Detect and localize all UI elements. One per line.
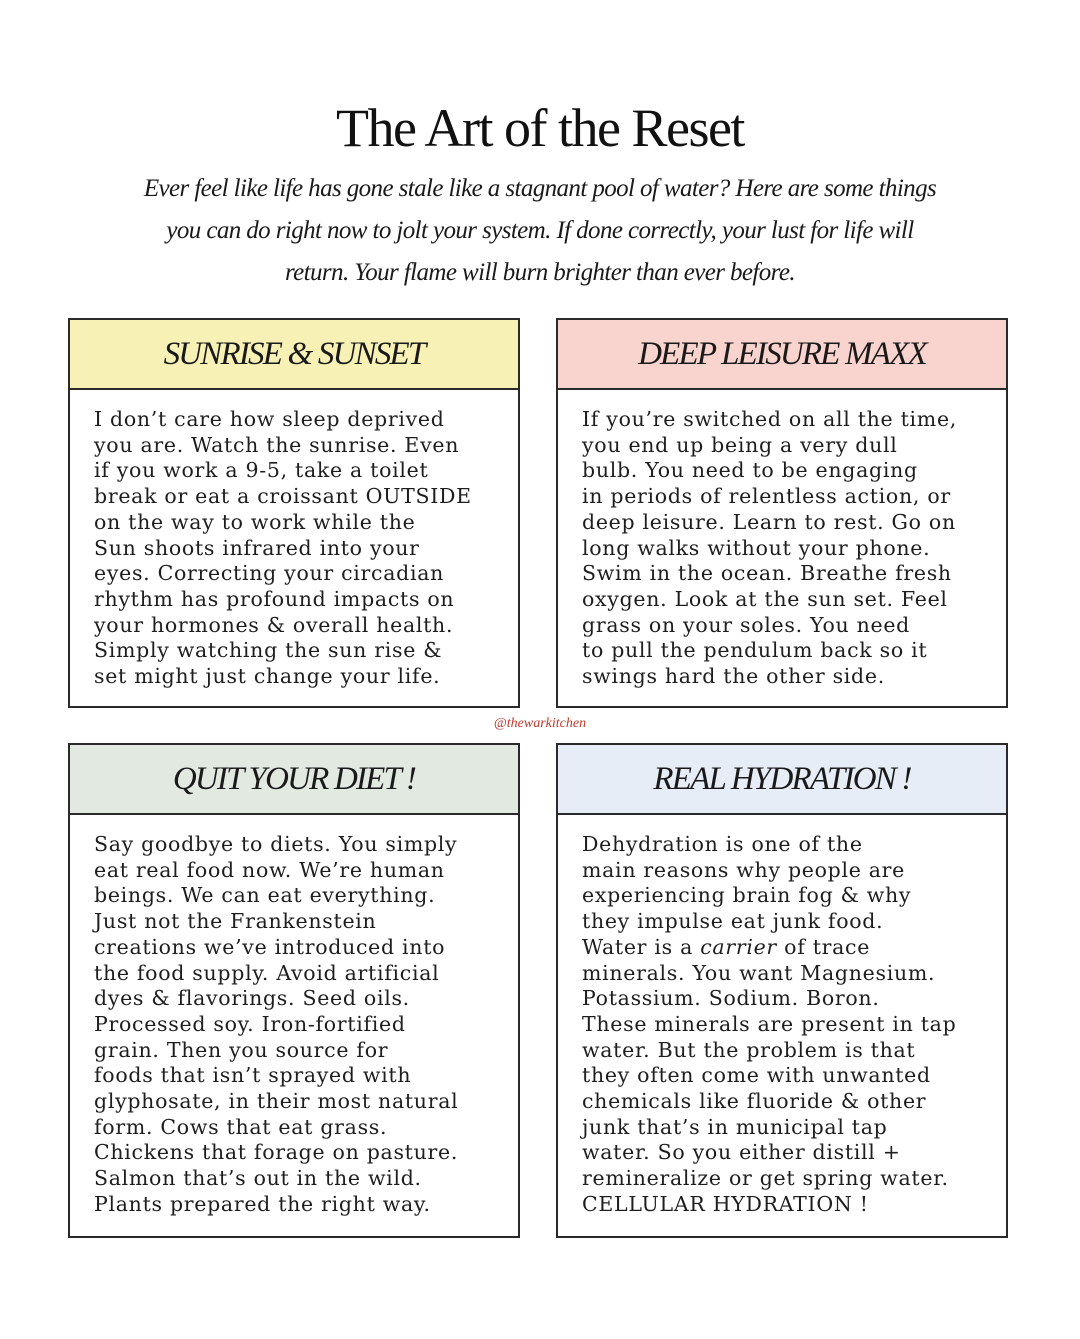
page-title: The Art of the Reset xyxy=(336,98,744,158)
card-real-hydration xyxy=(556,743,1008,1238)
card-body: Say goodbye to diets. You simply eat real food now. We’re human beings. We can eat everything. Just not the Frankenstein creations we’ve introduced into the food supply. Avoid artificial dyes & flavorings. Seed oils. Processed soy. Iron-fortified grain. Then you source for foods that isn’t sprayed with glyphosate, in their most natural form. Cows that eat grass. Chickens that forage on pasture. Salmon that’s out in the wild. Plants prepared the right way. xyxy=(94,832,459,1216)
card-body: If you’re switched on all the time, you end up being a very dull bulb. You need to be engaging in periods of relentless action, or deep leisure. Learn to rest. Go on long walks without your phone. Swim in the ocean. Breathe fresh oxygen. Look at the sun set. Feel grass on your soles. You need to pull the pendulum back so it swings hard the other side. xyxy=(582,407,957,689)
intro-paragraph: Ever feel like life has gone stale like a stagnant pool of water? Here are some things you can do right now to jolt your system. If done correctly, your lust for life will return. Your flame will burn brighter than ever before. xyxy=(143,175,937,286)
body-text-end: of trace minerals. You want Magnesium. Potassium. Sodium. Boron. These minerals are present in tap water. But the problem is that they often come with unwanted chemicals like fluoride & other junk that’s in municipal tap water. So you either distill + remineralize or get spring water. CELLULAR HYDRATION ! xyxy=(582,934,957,1216)
card-heading: REAL HYDRATION ! xyxy=(558,745,1006,815)
card-deep-leisure xyxy=(556,318,1008,708)
body-text-emphasis: carrier xyxy=(700,934,777,959)
card-quit-diet xyxy=(68,743,520,1238)
card-heading: SUNRISE & SUNSET xyxy=(70,320,518,390)
author-handle: @thewarkitchen xyxy=(493,716,587,731)
card-body xyxy=(558,815,1006,1218)
card-body: I don’t care how sleep deprived you are. Watch the sunrise. Even if you work a 9-5, take a toilet break or eat a croissant OUTSIDE on the way to work while the Sun shoots infrared into your eyes. Correcting your circadian rhythm has profound impacts on your hormones & overall health. Simply watching the sun rise & set might just change your life. xyxy=(94,407,472,689)
body-text-start: Dehydration is one of the main reasons why people are experiencing brain fog & why they impulse eat junk food. Water is a xyxy=(582,832,912,959)
card-heading: DEEP LEISURE MAXX xyxy=(558,320,1006,390)
card-sunrise-sunset xyxy=(68,318,520,708)
card-heading: QUIT YOUR DIET ! xyxy=(70,745,518,815)
